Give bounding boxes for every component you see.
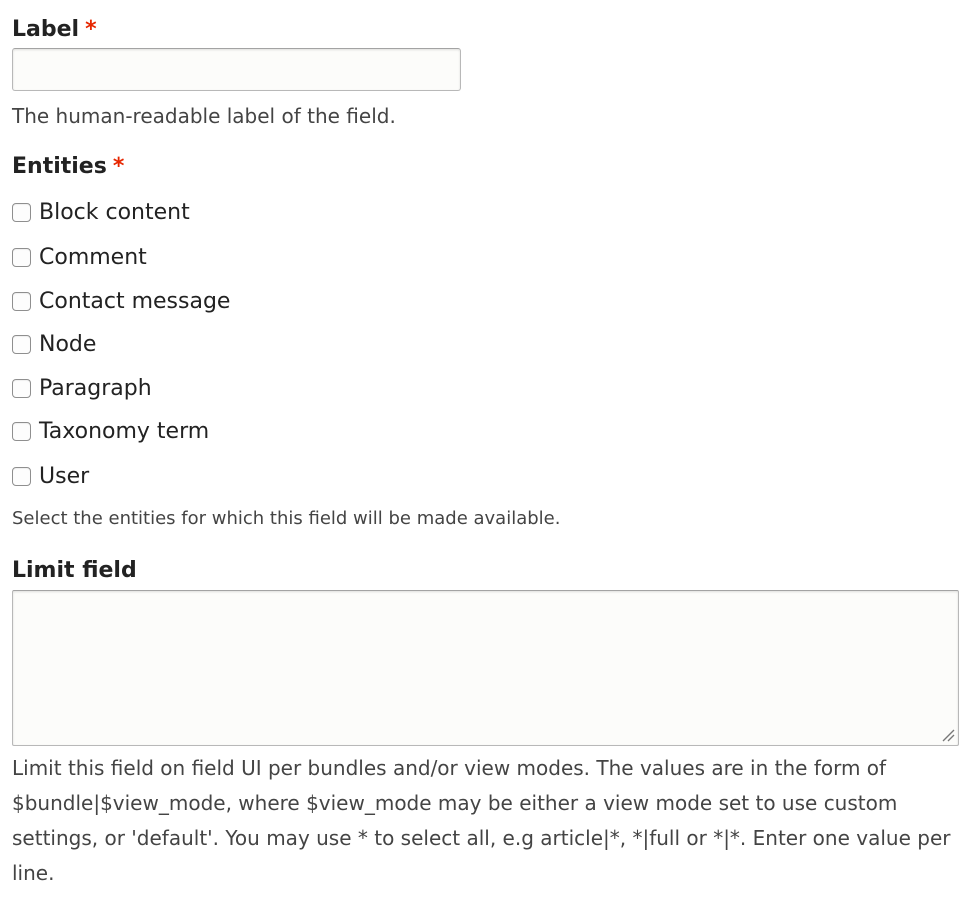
required-marker: * (85, 17, 97, 42)
limit-field-label (12, 556, 137, 586)
checkbox[interactable] (12, 203, 31, 222)
checkbox[interactable] (12, 467, 31, 486)
entities-field-description: Select the entities for which this field will be made available. (12, 508, 561, 529)
checkbox[interactable] (12, 422, 31, 441)
required-marker: * (112, 154, 125, 179)
checkbox[interactable] (12, 379, 31, 398)
checkbox-label[interactable]: Comment (39, 244, 147, 270)
checkbox-label[interactable]: Paragraph (39, 375, 152, 401)
checkbox[interactable] (12, 335, 31, 354)
entity-option-taxonomy-term[interactable] (12, 416, 209, 446)
checkbox-label[interactable]: Contact message (39, 288, 231, 314)
checkbox-label[interactable]: Taxonomy term (39, 418, 210, 444)
checkbox[interactable] (12, 292, 31, 311)
label-input[interactable] (12, 48, 461, 91)
entity-option-user[interactable] (12, 461, 89, 491)
checkbox-label[interactable]: Node (39, 331, 97, 357)
label-field-title: Label (12, 17, 80, 42)
checkbox-label[interactable]: Block content (39, 199, 190, 225)
entity-option-contact-message[interactable] (12, 286, 230, 316)
entity-option-comment[interactable] (12, 242, 147, 272)
limit-field-title: Limit field (12, 558, 137, 583)
entity-option-block-content[interactable] (12, 197, 190, 227)
checkbox-label[interactable]: User (39, 463, 90, 489)
limit-field-textarea[interactable] (12, 590, 959, 746)
entity-option-paragraph[interactable] (12, 373, 152, 403)
label-field-description: The human-readable label of the field. (12, 104, 396, 128)
resize-grip-icon[interactable] (941, 728, 955, 742)
checkbox[interactable] (12, 248, 31, 267)
entities-field-label (12, 152, 124, 182)
entity-option-node[interactable] (12, 329, 96, 359)
entities-field-title: Entities (12, 154, 107, 179)
label-field-label (12, 15, 97, 45)
limit-field-description: Limit this field on field UI per bundles and/or view modes. The values are in the form of $bundle|$view_mode, where $view_mode may be either a view mode set to use custom settings, or 'default'. You may use * to select all, e.g article|*, *|full or *|*. Enter one value per line. (12, 756, 951, 885)
